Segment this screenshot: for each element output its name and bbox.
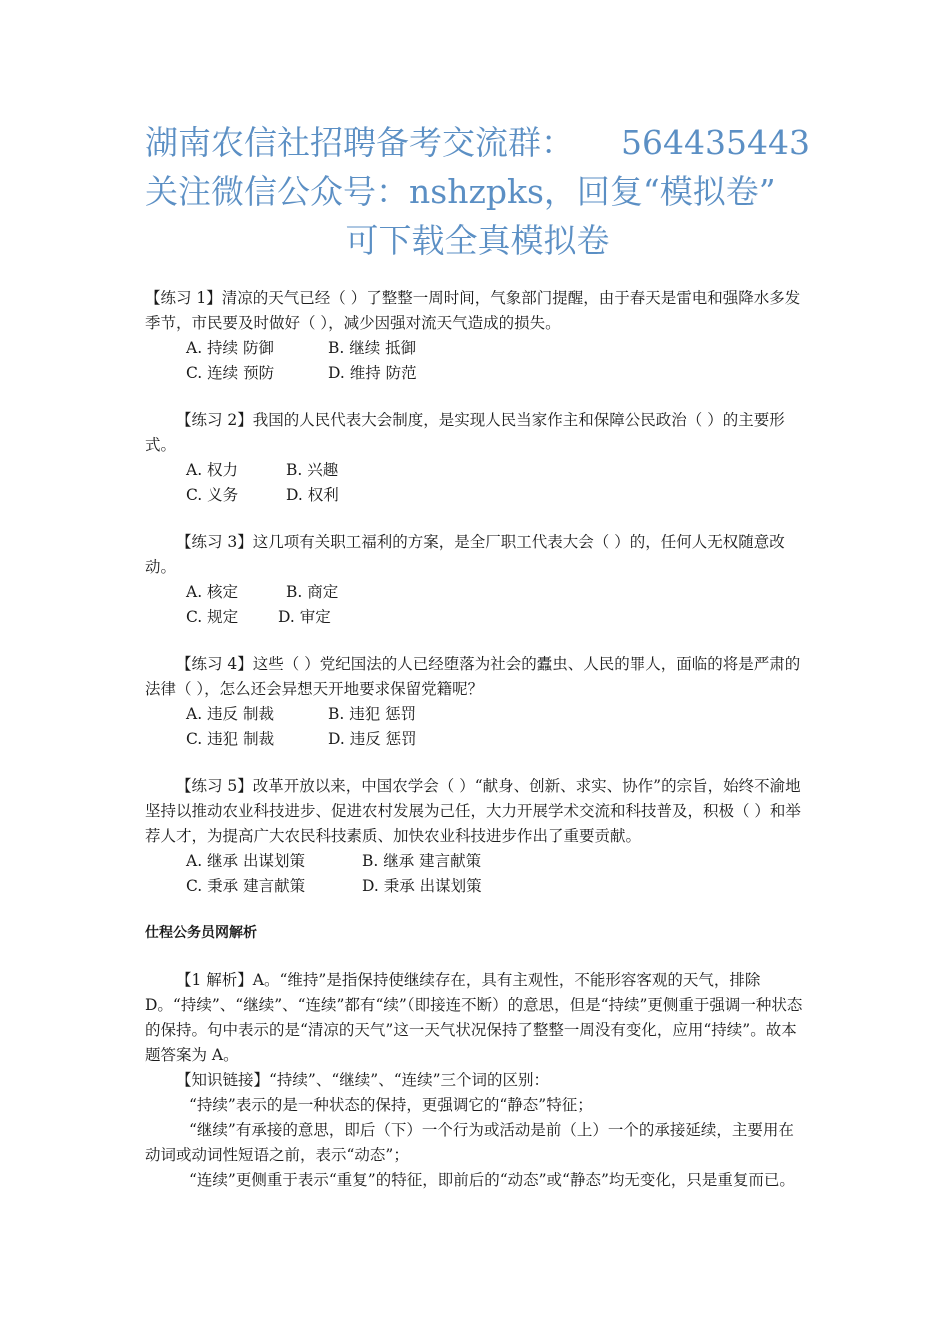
options-row xyxy=(145,361,805,386)
options-row xyxy=(145,605,805,630)
header-group-label: 湖南农信社招聘备考交流群： xyxy=(145,123,574,162)
question-4 xyxy=(145,652,805,752)
analysis-section xyxy=(145,968,805,1193)
option-c: C. 违犯 制裁 xyxy=(186,730,275,748)
option-b: B. 商定 xyxy=(286,583,339,601)
option-c: C. 秉承 建言献策 xyxy=(186,877,306,895)
option-a: A. 持续 防御 xyxy=(186,339,274,357)
question-1 xyxy=(145,286,805,386)
header-line-3: 可下载全真模拟卷 xyxy=(345,221,610,260)
option-d: D. 维持 防范 xyxy=(328,364,417,382)
options-row xyxy=(145,874,805,899)
option-c: C. 连续 预防 xyxy=(186,364,275,382)
option-d: D. 秉承 出谋划策 xyxy=(362,877,482,895)
analysis-paragraph: “继续”有承接的意思，即后（下）一个行为或活动是前（上）一个的承接延续，主要用在动词或动词性短语之前，表示“动态”； xyxy=(145,1121,794,1164)
options-row xyxy=(145,702,805,727)
question-5 xyxy=(145,774,805,899)
option-c: C. 义务 xyxy=(186,486,239,504)
section-title: 仕程公务员网解析 xyxy=(145,925,257,941)
question-text: 【练习 3】这几项有关职工福利的方案，是全厂职工代表大会（ ）的，任何人无权随意改动。 xyxy=(145,533,785,576)
question-2 xyxy=(145,408,805,508)
document-body xyxy=(145,286,805,1193)
options-row xyxy=(145,849,805,874)
question-text: 【练习 2】我国的人民代表大会制度，是实现人民当家作主和保障公民政治（ ）的主要形式。 xyxy=(145,411,785,454)
option-d: D. 权利 xyxy=(286,486,339,504)
option-d: D. 审定 xyxy=(278,608,331,626)
option-b: B. 兴趣 xyxy=(286,461,339,479)
header-line-2: 关注微信公众号：nshzpks，回复“模拟卷” xyxy=(145,172,776,211)
option-c: C. 规定 xyxy=(186,608,239,626)
option-a: A. 权力 xyxy=(186,461,239,479)
options-row xyxy=(145,580,805,605)
analysis-paragraph: “持续”表示的是一种状态的保持，更强调它的“静态”特征； xyxy=(189,1096,593,1114)
promo-header xyxy=(145,118,810,265)
option-b: B. 继续 抵御 xyxy=(328,339,417,357)
question-text: 【练习 4】这些（ ）党纪国法的人已经堕落为社会的蠹虫、人民的罪人，面临的将是严肃的法律（ ），怎么还会异想天开地要求保留党籍呢？ xyxy=(145,655,801,698)
header-line-1 xyxy=(145,118,810,167)
knowledge-link: 【知识链接】“持续”、“继续”、“连续”三个词的区别： xyxy=(176,1071,550,1089)
analysis-paragraph: 【1 解析】A。“维持”是指保持使继续存在，具有主观性，不能形容客观的天气，排除 D。“持续”、“继续”、“连续”都有“续”（即接连不断）的意思，但是“持续”更侧重于强调一种状态的保持。句中表示的是“清凉的天气”这一天气状况保持了整整一周没有变化，应用“持续”。故本题答案为 A。 xyxy=(145,971,803,1064)
header-group-number: 564435443 xyxy=(621,123,810,162)
analysis-paragraph: “连续”更侧重于表示“重复”的特征，即前后的“动态”或“静态”均无变化，只是重复而已。 xyxy=(189,1171,795,1189)
option-a: A. 继承 出谋划策 xyxy=(186,852,305,870)
option-b: B. 继承 建言献策 xyxy=(362,852,482,870)
option-a: A. 核定 xyxy=(186,583,239,601)
question-text: 【练习 1】清凉的天气已经（ ）了整整一周时间，气象部门提醒，由于春天是雷电和强降水多发季节，市民要及时做好（ ），减少因强对流天气造成的损失。 xyxy=(145,289,801,332)
option-d: D. 违反 惩罚 xyxy=(328,730,417,748)
options-row xyxy=(145,336,805,361)
options-row xyxy=(145,727,805,752)
question-3 xyxy=(145,530,805,630)
question-text: 【练习 5】改革开放以来，中国农学会（ ）“献身、创新、求实、协作”的宗旨，始终不渝地坚持以推动农业科技进步、促进农村发展为己任，大力开展学术交流和科技普及，积极（ ）和举荐人才，为提高广大农民科技素质、加快农业科技进步作出了重要贡献。 xyxy=(145,777,801,845)
option-a: A. 违反 制裁 xyxy=(186,705,274,723)
option-b: B. 违犯 惩罚 xyxy=(328,705,417,723)
options-row xyxy=(145,458,805,483)
options-row xyxy=(145,483,805,508)
